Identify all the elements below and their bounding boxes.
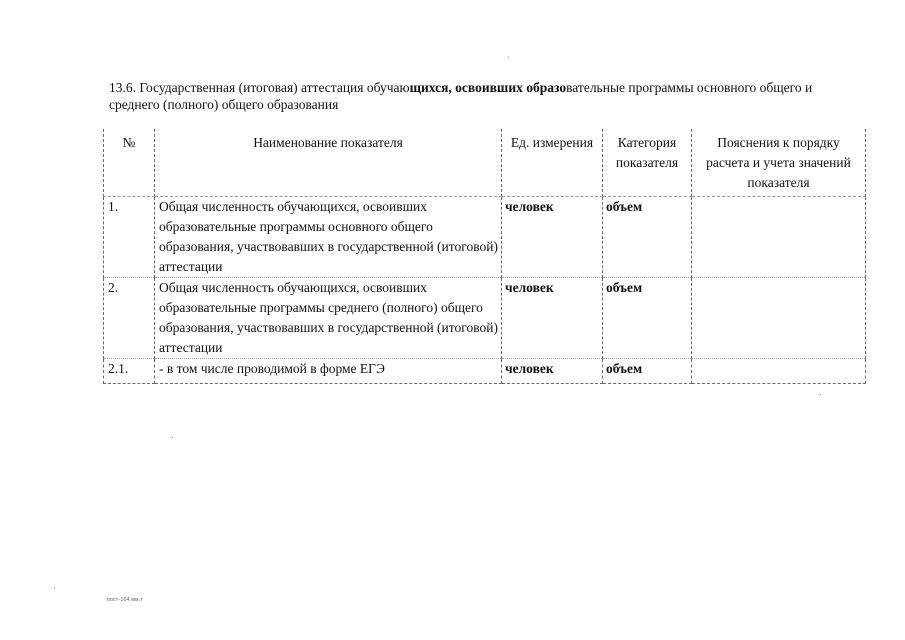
row-unit: человек [502,278,603,359]
header-explanation: Пояснения к порядку расчета и учета значений показателя [692,129,866,197]
row-unit: человек [502,197,603,278]
header-category: Категория показателя [603,129,692,197]
row-indicator-name: - в том числе проводимой в форме ЕГЭ [155,359,502,384]
header-indicator-name: Наименование показателя [155,129,502,197]
row-category: объем [603,197,692,278]
scan-speck [172,437,173,438]
row-category: объем [603,359,692,384]
row-category: объем [603,278,692,359]
row-explanation [692,197,866,278]
row-explanation [692,359,866,384]
row-indicator-name: Общая численность обучающихся, освоивших образовательные программы основного общего образования, участвовавших в государственной (итоговой) аттестации [155,197,502,278]
row-number: 2. [104,278,155,359]
header-number: № [104,129,155,197]
row-explanation [692,278,866,359]
heading-text-end: вательные программы основного общего и среднего (полного) общего образования [109,80,813,112]
row-number: 2.1. [104,359,155,384]
scan-speck [820,394,821,395]
heading-text-bold: щихся, освоивших образо [409,80,567,95]
indicators-table [103,129,866,384]
table-header-row [104,129,866,197]
table-row [104,359,866,384]
page-footer: пост-164.мм.т [107,597,144,603]
section-heading [109,79,849,113]
header-unit: Ед. измерения [502,129,603,197]
table-row [104,278,866,359]
row-unit: человек [502,359,603,384]
heading-text-start: 13.6. Государственная (итоговая) аттестация обучаю [109,80,410,95]
scan-speck [54,588,55,589]
row-number: 1. [104,197,155,278]
scan-speck [508,57,509,58]
table-row [104,197,866,278]
row-indicator-name: Общая численность обучающихся, освоивших образовательные программы среднего (полного) общего образования, участвовавших в государственной (итоговой) аттестации [155,278,502,359]
